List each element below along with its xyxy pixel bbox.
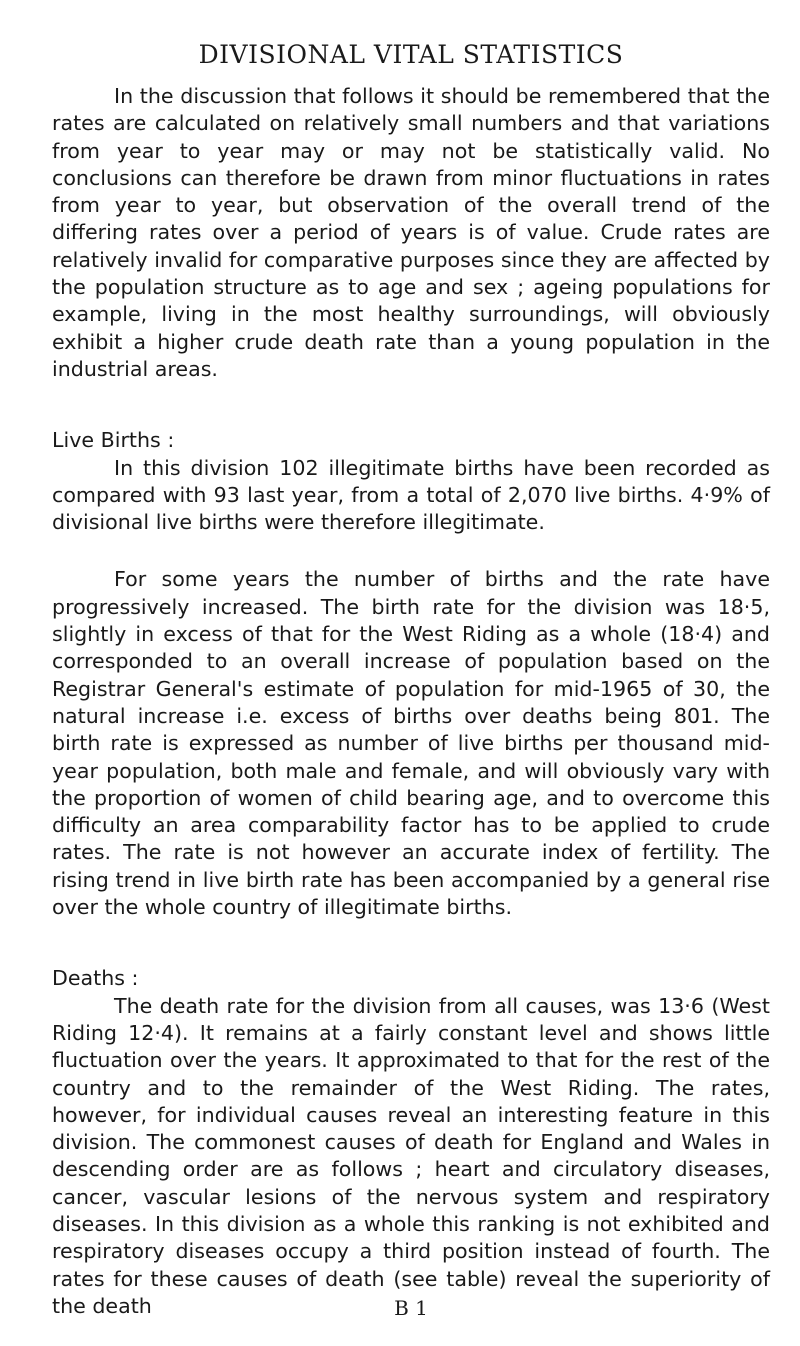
- intro-paragraph: In the discussion that follows it should be remembered that the rates are calculated on relatively small numbers and that variations from year to year may or may not be statistically valid. No conclusions can therefore be drawn from minor fluctuations in rates from year to year, but observation of the overall trend of the differing rates over a period of years is of value. Crude rates are relatively invalid for comparative purposes since they are affected by the population structure as to age and sex ; ageing populations for example, living in the most healthy surroundings, will obviously exhibit a higher crude death rate than a young population in the industrial areas.: [52, 84, 770, 381]
- page-title: DIVISIONAL VITAL STATISTICS: [198, 40, 624, 69]
- page-number: B 1: [394, 1296, 428, 1320]
- deaths-paragraph-1: The death rate for the division from all causes, was 13·6 (West Riding 12·4). It remains at a fairly constant level and shows little fluctuation over the years. It approximated to that for the rest of the country and to the remainder of the West Riding. The rates, however, for individual causes reveal an interesting feature in this division. The commonest causes of death for England and Wales in descending order are as follows ; heart and circulatory diseases, cancer, vascular lesions of the nervous system and respiratory diseases. In this division as a whole this ranking is not exhibited and respiratory diseases occupy a third position instead of fourth. The rates for these causes of death (see table) reveal the superiority of the death: [52, 993, 770, 1318]
- section-gap: [52, 383, 770, 427]
- paragraph-gap: [52, 536, 770, 566]
- deaths-heading: Deaths :: [52, 966, 139, 991]
- live-births-paragraph-2: For some years the number of births and the rate have progressively increased. The birth rate for the division was 18·5, slightly in excess of that for the West Riding as a whole (18·4) and corresponded to an overall increase of population based on the Registrar General's estimate of population for mid-1965 of 30, the natural increase i.e. excess of births over deaths being 801. The birth rate is expressed as number of live births per thousand mid-year population, both male and female, and will obviously vary with the proportion of women of child bearing age, and to overcome this difficulty an area comparability factor has to be applied to crude rates. The rate is not however an accurate index of fertility. The rising trend in live birth rate has been accompanied by a general rise over the whole country of illegitimate births.: [52, 567, 770, 920]
- live-births-heading: Live Births :: [52, 428, 175, 453]
- live-births-paragraph-1: In this division 102 illegitimate births have been recorded as compared with 93 last year, from a total of 2,070 live births. 4·9% of divisional live births were therefore illegitimate.: [52, 455, 770, 535]
- document-page: [52, 40, 770, 1320]
- section-gap: [52, 921, 770, 965]
